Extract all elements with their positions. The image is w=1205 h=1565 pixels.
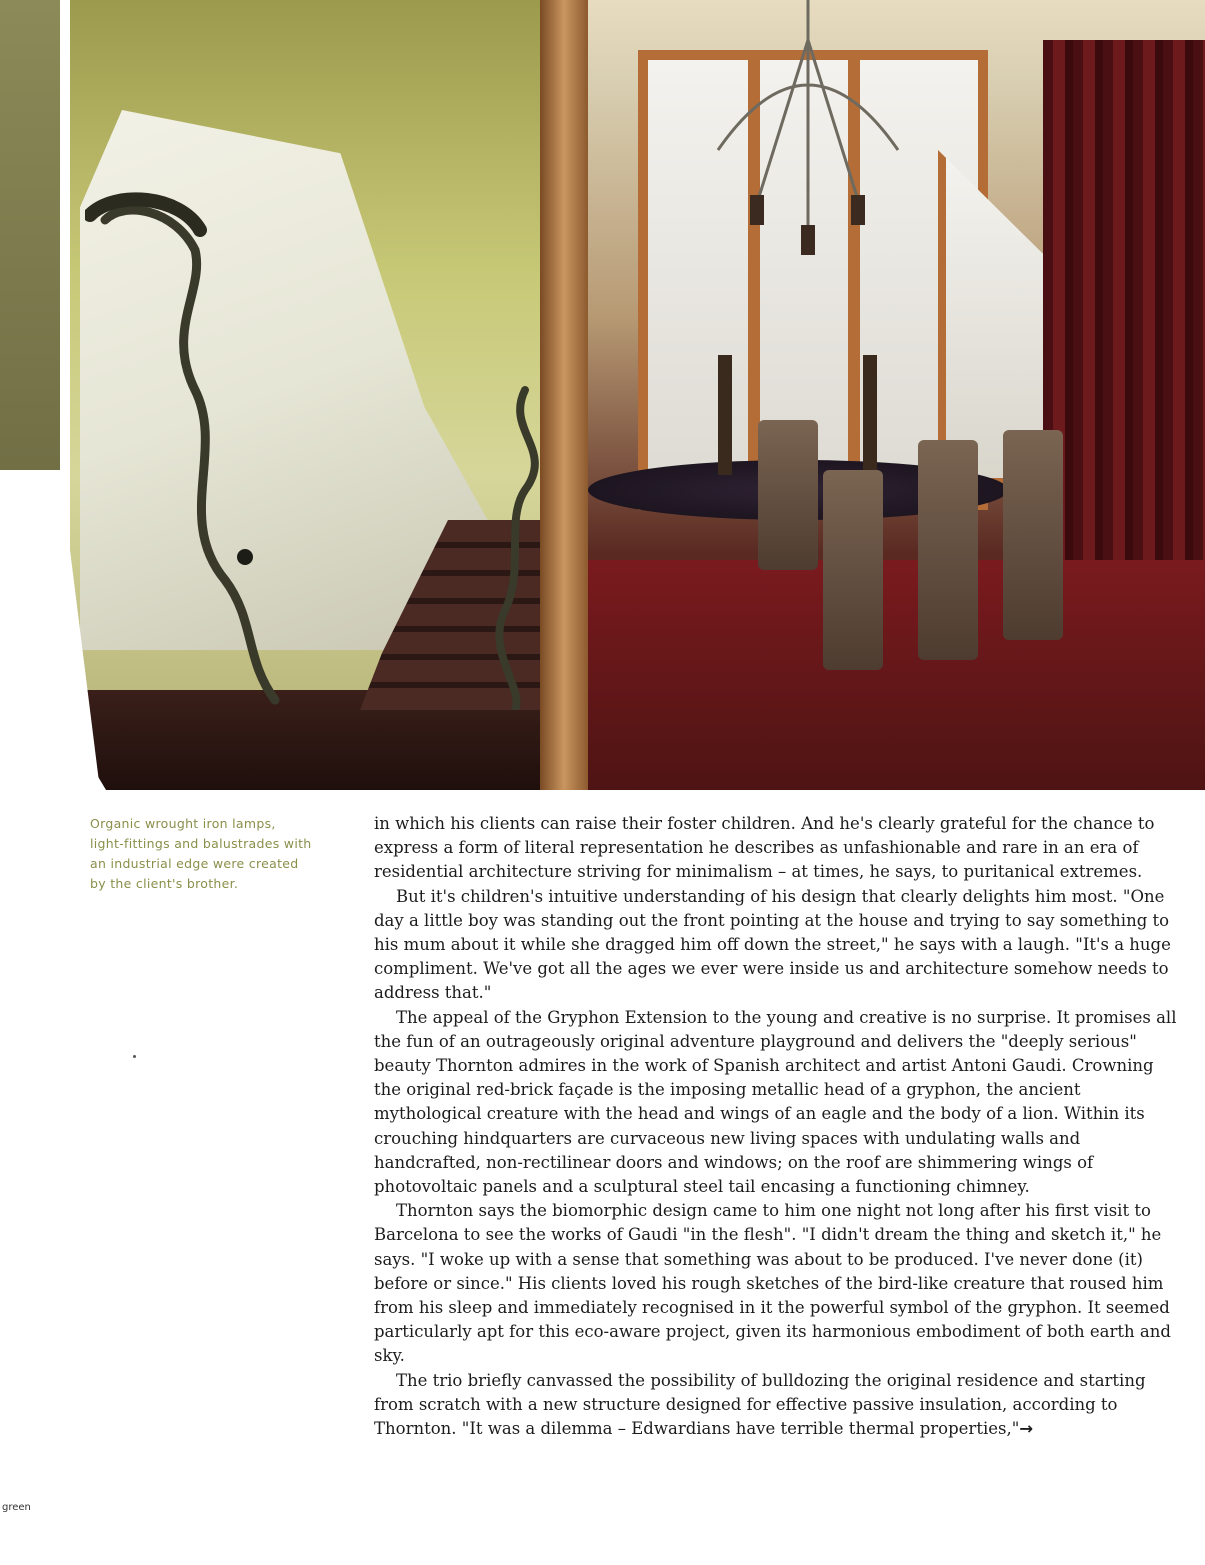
caption-line: by the client's brother. <box>90 876 239 891</box>
caption-line: light-fittings and balustrades with <box>90 836 312 851</box>
wrought-iron-sculpture-icon <box>85 190 565 710</box>
article-body <box>374 812 1180 1441</box>
caption-line: Organic wrought iron lamps, <box>90 816 276 831</box>
continue-arrow-icon: → <box>1019 1419 1034 1439</box>
article-paragraph-last <box>374 1369 1180 1442</box>
candlestick-icon <box>718 355 732 475</box>
article-paragraph: The appeal of the Gryphon Extension to the young and creative is no surprise. It promises all the fun of an outrageously original adventure playground and delivers the "deeply serious" beauty Thornton admires in the work of Spanish architect and artist Antoni Gaudi. Crowning the original red-brick façade is the imposing metallic head of a gryphon, the ancient mythological creature with the head and wings of an eagle and the body of a lion. Within its crouching hindquarters are curvaceous new living spaces with undulating walls and handcrafted, non-rectilinear doors and windows; on the roof are shimmering wings of photovoltaic panels and a sculptural steel tail encasing a functioning chimney. <box>374 1007 1177 1197</box>
dining-room-photo <box>588 0 1205 790</box>
candlestick-icon <box>863 355 877 475</box>
folio-label: green <box>2 1502 31 1513</box>
dining-chair <box>823 470 883 670</box>
article-paragraph: Thornton says the biomorphic design came to him one night not long after his first visit to Barcelona to see the works of Gaudi "in the flesh". "I didn't dream the thing and sketch it," he says. "I woke up with a sense that something was about to be produced. I've never done (it) before or since." His clients loved his rough sketches of the bird-like creature that roused him from his sleep and immediately recognised in it the powerful symbol of the gryphon. It seemed particularly apt for this eco-aware project, given its harmonious embodiment of both earth and sky. <box>374 1201 1171 1366</box>
dining-chair <box>918 440 978 660</box>
photo-caption <box>90 814 350 894</box>
article-paragraph-text: The trio briefly canvassed the possibility of bulldozing the original residence and starting from scratch with a new structure designed for effective passive insulation, according to Thornton. "It was a dilemma – Edwardians have terrible thermal properties," <box>374 1370 1146 1439</box>
wooden-beam <box>540 0 588 790</box>
print-speck <box>133 1055 136 1058</box>
article-paragraph: in which his clients can raise their foster children. And he's clearly grateful for the chance to express a form of literal representation he describes as unfashionable and rare in an era of residential architecture striving for minimalism – at times, he says, to puritanical extremes. <box>374 814 1155 882</box>
dining-chair <box>758 420 818 570</box>
article-paragraph: But it's children's intuitive understanding of his design that clearly delights him most. "One day a little boy was standing out the front pointing at the house and trying to say something to his mum about it while she dragged him off down the street," he says with a laugh. "It's a huge compliment. We've got all the ages we ever were inside us and architecture somehow needs to address that." <box>374 886 1171 1003</box>
red-carpet <box>588 560 1205 790</box>
chandelier-icon <box>698 0 918 260</box>
dining-chair <box>1003 430 1063 640</box>
caption-line: an industrial edge were created <box>90 856 299 871</box>
